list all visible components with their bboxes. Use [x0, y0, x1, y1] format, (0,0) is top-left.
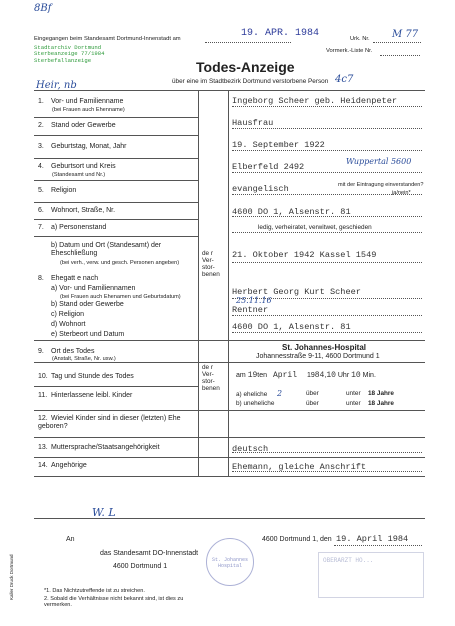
received-text: Eingegangen beim Standesamt Dortmund-Innenstadt am: [34, 36, 181, 42]
hand-note-right: 4c7: [335, 74, 354, 85]
row-8a-label: a) Vor- und Familiennamen: [51, 285, 136, 292]
row-7a-label: 7. a) Personenstand: [38, 224, 107, 231]
archive-stamp: [34, 45, 105, 64]
printer-credit: Kaller Druck Dortmund: [9, 554, 14, 600]
footer-date: 19. April 1984: [336, 534, 409, 544]
relatives-value: Ehemann, gleiche Anschrift: [232, 462, 367, 472]
row-6-label: 6. Wohnort, Straße, Nr.: [38, 207, 116, 214]
religion-value: evangelisch: [232, 184, 289, 194]
row-14-label: 14. Angehörige: [38, 462, 87, 469]
row-7b-label: b) Datum und Ort (Standesamt) der Eheschließung: [51, 242, 162, 257]
row-7b-note: (bei verh., verw. und gesch. Personen angeben): [60, 260, 180, 266]
birthplace-value: Elberfeld 2492: [232, 162, 305, 172]
urk-nr-label: Urk. Nr.: [350, 36, 370, 42]
row-4-label: 4. Geburtsort und Kreis: [38, 163, 116, 170]
received-date-stamp: 19. APR. 1984: [241, 28, 320, 39]
row-8-label: 8. Ehegatt e nach: [38, 275, 99, 282]
urk-nr-value: M 77: [392, 29, 419, 40]
corner-mark: 8Bf: [34, 3, 52, 14]
row-12-label: 12. Wieviel Kinder sind in dieser (letzten) Ehe geboren?: [38, 415, 181, 430]
archive-stamp-line: Sterbefallanzeige: [34, 56, 92, 64]
marriage-value: 21. Oktober 1942 Kassel 1549: [232, 250, 377, 260]
middle-upper-label: de r Ver- stor- benen: [202, 250, 220, 279]
spouse-occupation-value: Rentner: [232, 305, 269, 315]
consent-question: mit der Eintragung einverstanden?: [338, 182, 424, 188]
name-value: Ingeborg Scheer geb. Heidenpeter: [232, 96, 398, 106]
page-title: Todes-Anzeige: [196, 59, 295, 75]
footer-place: 4600 Dortmund 1, den: [262, 536, 332, 543]
spouse-name-value: Herbert Georg Kurt Scheer: [232, 287, 361, 297]
row-8e-label: e) Sterbeort und Datum: [51, 331, 125, 338]
death-place-address: Johannesstraße 9-11, 4600 Dortmund 1: [256, 353, 380, 360]
vormerk-label: Vormerk.-Liste Nr.: [326, 48, 373, 54]
marital-status-options: ledig, verheiratet, verwitwet, geschieden: [258, 224, 372, 231]
footer-recipient-1: das Standesamt DO-Innenstadt: [100, 550, 199, 557]
footer-recipient-2: 4600 Dortmund 1: [113, 563, 168, 570]
row-3-label: 3. Geburtstag, Monat, Jahr: [38, 143, 127, 150]
row-1-note: (bei Frauen auch Ehenname): [52, 107, 125, 113]
death-datetime: am 19ten April 1984,10 Uhr 10 Min.: [236, 371, 376, 380]
occupation-value: Hausfrau: [232, 118, 274, 128]
row-8a-note: (bei Frauen auch Ehenamen und Geburtsdatum): [60, 294, 181, 300]
birthplace-hand-note: Wuppertal 5600: [346, 157, 412, 166]
kids-row-b: b) uneheliche über unter 18 Jahre: [236, 400, 394, 407]
birthdate-value: 19. September 1922: [232, 140, 325, 150]
archive-stamp-line: Stadtarchiv Dortmund: [34, 44, 102, 51]
language-value: deutsch: [232, 444, 269, 454]
row-2-label: 2. Stand oder Gewerbe: [38, 122, 116, 129]
row-1-label: 1. Vor- und Familienname: [38, 98, 124, 105]
death-place-value: St. Johannes-Hospital: [282, 343, 367, 352]
rect-stamp: OBERARZT HO...: [318, 552, 424, 598]
row-8c-label: c) Religion: [51, 311, 85, 318]
footnote-2: 2. Sobald die Verhältnisse nicht bekannt sind, ist dies zu vermerken.: [44, 596, 184, 609]
row-8d-label: d) Wohnort: [51, 321, 86, 328]
row-4-note: (Standesamt und Nr.): [52, 172, 106, 178]
row-11-label: 11. Hinterlassene leibl. Kinder: [38, 392, 133, 399]
row-10-label: 10. Tag und Stunde des Todes: [38, 373, 134, 380]
spouse-birth-hand: 25.11.16: [236, 296, 272, 305]
row-9-label: 9. Ort des Todes: [38, 348, 95, 355]
residence-value: 4600 DO 1, Alsenstr. 81: [232, 207, 351, 217]
row-5-label: 5. Religion: [38, 187, 77, 194]
consent-answer: ja/nein*: [392, 190, 411, 196]
row-9-note: (Anstalt, Straße, Nr. usw.): [52, 356, 116, 362]
hand-note-left: Heir, nb: [36, 80, 77, 91]
row-13-label: 13. Muttersprache/Staatsangehörigkeit: [38, 444, 160, 451]
footnote-1: *1. Das Nichtzutreffende ist zu streichen.: [44, 588, 145, 594]
archive-stamp-line: Sterbeanzeige 77/1984: [34, 50, 105, 58]
hand-initials: W. L: [92, 506, 116, 519]
round-stamp: St. Johannes Hospital: [206, 538, 254, 586]
page-subtitle: über eine im Stadtbezirk Dortmund verstorbene Person: [172, 78, 329, 85]
row-8b-label: b) Stand oder Gewerbe: [51, 301, 124, 308]
kids-row-a: a) eheliche 2 über unter 18 Jahre: [236, 389, 394, 398]
footer-an: An: [66, 536, 75, 543]
middle-lower-label: de r Ver- stor- benen: [202, 364, 220, 393]
spouse-residence-value: 4600 DO 1, Alsenstr. 81: [232, 322, 351, 332]
